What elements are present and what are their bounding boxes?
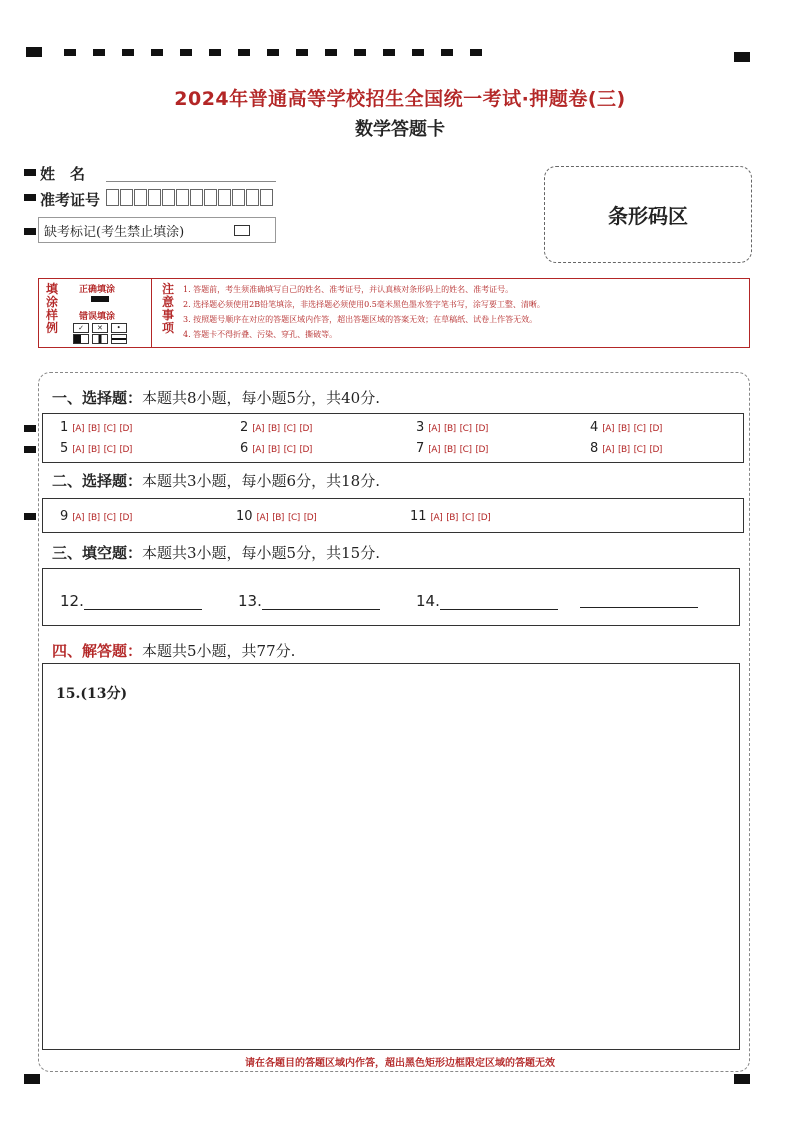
alignment-mark [24,194,36,201]
alignment-mark [24,446,36,453]
alignment-mark [325,49,337,56]
question-9[interactable]: 9 [A] [B] [C] [D] [60,509,132,524]
name-label: 姓 名 [40,165,86,183]
question-15-label: 15.(13分) [56,686,128,702]
exam-id-grid[interactable] [106,189,274,206]
alignment-mark [24,513,36,520]
alignment-mark [24,228,36,235]
alignment-mark [64,49,76,56]
question-7[interactable]: 7 [A] [B] [C] [D] [416,441,488,456]
question-14[interactable]: 14. [416,592,558,610]
alignment-mark [383,49,395,56]
alignment-mark [151,49,163,56]
instructions-panel [38,278,750,348]
page-title: 2024年普通高等学校招生全国统一考试·押题卷(三) [174,88,626,110]
alignment-mark [412,49,424,56]
question-13[interactable]: 13. [238,592,380,610]
divider [151,279,152,347]
question-8[interactable]: 8 [A] [B] [C] [D] [590,441,662,456]
alignment-mark [734,52,750,62]
alignment-mark [267,49,279,56]
barcode-area: 条形码区 [544,166,752,263]
question-10[interactable]: 10 [A] [B] [C] [D] [236,509,317,524]
alignment-mark [24,169,36,176]
question-11[interactable]: 11 [A] [B] [C] [D] [410,509,491,524]
notes-side-label: 注 意 事 项 [161,282,174,335]
alignment-mark [122,49,134,56]
question-1[interactable]: 1 [A] [B] [C] [D] [60,420,132,435]
section-4-heading: 四、解答题：本题共5小题，共77分. [52,642,296,660]
alignment-mark [238,49,250,56]
question-12[interactable]: 12. [60,592,202,610]
absent-mark-bubble[interactable] [234,225,250,236]
question-2[interactable]: 2 [A] [B] [C] [D] [240,420,312,435]
wrong-fill-samples: ✓ ✕ • [73,323,127,348]
note-item: 3. 按照题号顺序在对应的答题区域内作答，超出答题区域的答案无效；在草稿纸、试卷上作答无效。 [183,315,538,324]
question-6[interactable]: 6 [A] [B] [C] [D] [240,441,312,456]
note-item: 2. 选择题必须使用2B铅笔填涂，非选择题必须使用0.5毫米黑色墨水签字笔书写，涂写要工整、清晰。 [183,300,545,309]
correct-fill-sample [91,296,109,302]
question-5[interactable]: 5 [A] [B] [C] [D] [60,441,132,456]
note-item: 1. 答题前，考生须准确填写自己的姓名、准考证号，并认真核对条形码上的姓名、准考证号。 [183,285,514,294]
wrong-fill-label: 错误填涂 [79,312,116,322]
page-subtitle: 数学答题卡 [355,119,445,140]
footer-warning: 请在各题目的答题区域内作答，超出黑色矩形边框限定区域的答题无效 [245,1058,555,1069]
alignment-mark [209,49,221,56]
alignment-mark [734,1074,750,1084]
note-item: 4. 答题卡不得折叠、污染、穿孔、撕破等。 [183,330,338,339]
alignment-mark [354,49,366,56]
exam-id-label: 准考证号 [40,191,101,209]
section-2-heading: 二、选择题：本题共3小题，每小题6分，共18分. [52,472,380,490]
fill-example-side-label: 填 涂 样 例 [45,282,58,335]
question-4[interactable]: 4 [A] [B] [C] [D] [590,420,662,435]
alignment-mark [296,49,308,56]
correct-fill-label: 正确填涂 [79,285,116,295]
alignment-mark [24,425,36,432]
section-1-heading: 一、选择题：本题共8小题，每小题5分，共40分. [52,389,380,407]
alignment-mark [441,49,453,56]
section-2-box [42,498,744,533]
question-15-answer-area[interactable] [50,705,730,1040]
alignment-mark [26,47,42,57]
alignment-mark [24,1074,40,1084]
alignment-mark [93,49,105,56]
alignment-mark [180,49,192,56]
question-14-second-line[interactable] [580,607,698,608]
section-3-heading: 三、填空题：本题共3小题，每小题5分，共15分. [52,544,380,562]
name-field[interactable] [106,181,276,182]
absent-mark-label: 缺考标记(考生禁止填涂) [44,225,185,240]
question-3[interactable]: 3 [A] [B] [C] [D] [416,420,488,435]
alignment-mark [470,49,482,56]
